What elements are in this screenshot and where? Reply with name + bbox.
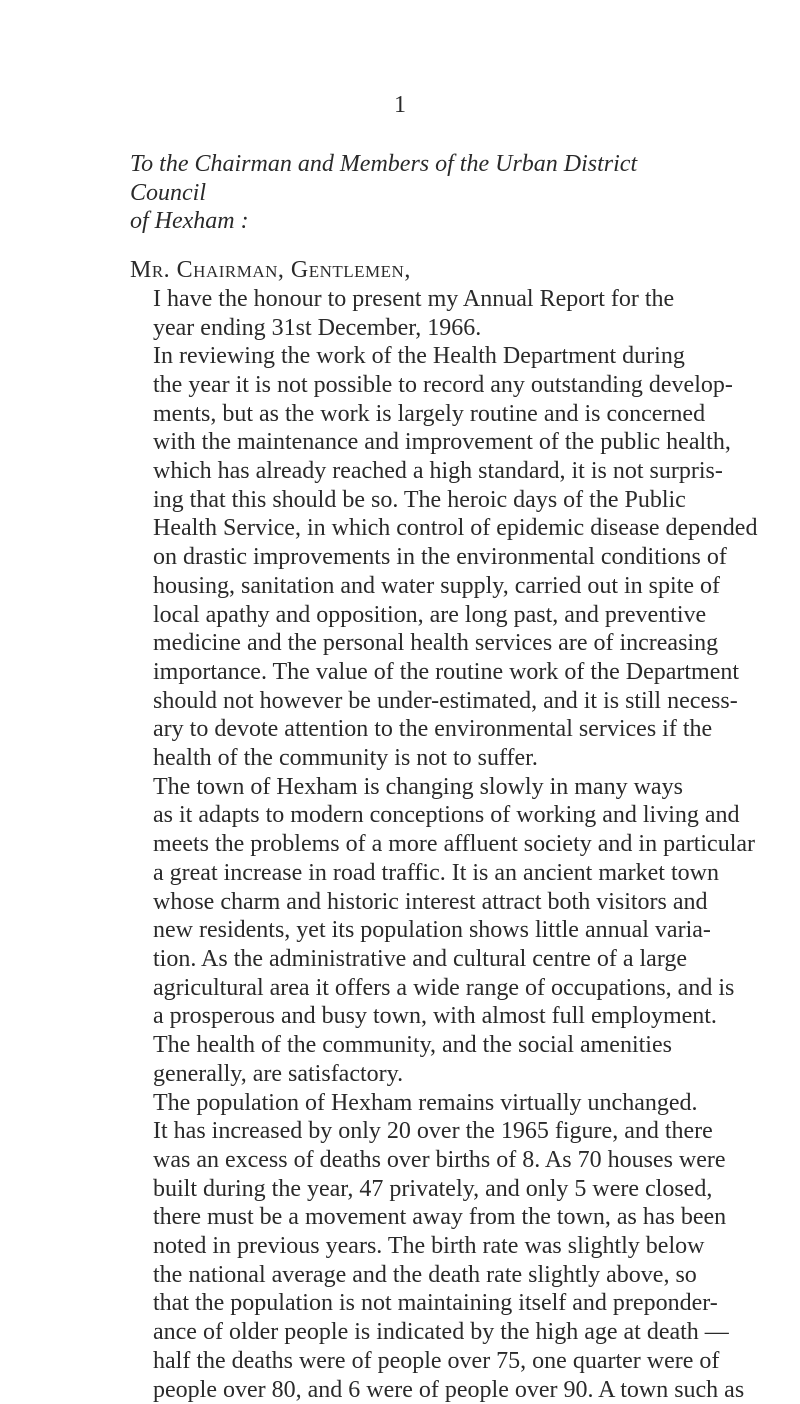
paragraph-line: there must be a movement away from the town, as has been xyxy=(130,1203,668,1232)
paragraph-line: medicine and the personal health services are of increasing xyxy=(130,629,668,658)
letter-body xyxy=(130,150,668,1404)
paragraph-line: built during the year, 47 privately, and only 5 were closed, xyxy=(130,1175,668,1204)
paragraph-line: I have the honour to present my Annual Report for the xyxy=(130,285,668,314)
paragraph-line: ing that this should be so. The heroic days of the Public xyxy=(130,486,668,515)
paragraph-line: meets the problems of a more affluent society and in particular xyxy=(130,830,668,859)
paragraph-line: importance. The value of the routine work of the Department xyxy=(130,658,668,687)
paragraph-line: should not however be under-estimated, and it is still necess- xyxy=(130,687,668,716)
paragraph-line: It has increased by only 20 over the 1965 figure, and there xyxy=(130,1117,668,1146)
paragraph-line: new residents, yet its population shows little annual varia- xyxy=(130,916,668,945)
report-paragraphs xyxy=(130,285,668,1404)
paragraph-line: agricultural area it offers a wide range of occupations, and is xyxy=(130,974,668,1003)
paragraph-line: half the deaths were of people over 75, one quarter were of xyxy=(130,1347,668,1376)
paragraph-line: as it adapts to modern conceptions of working and living and xyxy=(130,801,668,830)
paragraph-line: The health of the community, and the social amenities xyxy=(130,1031,668,1060)
paragraph-line: a prosperous and busy town, with almost full employment. xyxy=(130,1002,668,1031)
paragraph xyxy=(130,773,668,1089)
address-line xyxy=(130,150,668,236)
paragraph-line: ments, but as the work is largely routine and is concerned xyxy=(130,400,668,429)
page-number: 1 xyxy=(0,90,800,120)
paragraph-line: Health Service, in which control of epidemic disease depended xyxy=(130,514,668,543)
paragraph xyxy=(130,342,668,773)
salutation: Mr. Chairman, Gentlemen, xyxy=(130,256,668,285)
paragraph-line: housing, sanitation and water supply, carried out in spite of xyxy=(130,572,668,601)
paragraph-line: year ending 31st December, 1966. xyxy=(130,314,668,343)
paragraph xyxy=(130,1089,668,1404)
paragraph-line: that the population is not maintaining itself and preponder- xyxy=(130,1289,668,1318)
paragraph-line: tion. As the administrative and cultural centre of a large xyxy=(130,945,668,974)
paragraph-line: on drastic improvements in the environmental conditions of xyxy=(130,543,668,572)
paragraph-line: The population of Hexham remains virtually unchanged. xyxy=(130,1089,668,1118)
paragraph-line: The town of Hexham is changing slowly in many ways xyxy=(130,773,668,802)
paragraph-line: a great increase in road traffic. It is an ancient market town xyxy=(130,859,668,888)
paragraph-line: In reviewing the work of the Health Department during xyxy=(130,342,668,371)
paragraph-line: the year it is not possible to record any outstanding develop- xyxy=(130,371,668,400)
paragraph-line: the national average and the death rate slightly above, so xyxy=(130,1261,668,1290)
paragraph-line: people over 80, and 6 were of people over 90. A town such as xyxy=(130,1376,668,1404)
paragraph-line: ance of older people is indicated by the high age at death — xyxy=(130,1318,668,1347)
paragraph xyxy=(130,285,668,342)
paragraph-line: with the maintenance and improvement of the public health, xyxy=(130,428,668,457)
paragraph-line: noted in previous years. The birth rate was slightly below xyxy=(130,1232,668,1261)
address-line-1: To the Chairman and Members of the Urban District Council xyxy=(130,150,668,207)
paragraph-line: generally, are satisfactory. xyxy=(130,1060,668,1089)
paragraph-line: health of the community is not to suffer. xyxy=(130,744,668,773)
paragraph-line: which has already reached a high standard, it is not surpris- xyxy=(130,457,668,486)
paragraph-line: was an excess of deaths over births of 8. As 70 houses were xyxy=(130,1146,668,1175)
paragraph-line: ary to devote attention to the environmental services if the xyxy=(130,715,668,744)
address-line-2: of Hexham : xyxy=(130,207,668,236)
paragraph-line: whose charm and historic interest attract both visitors and xyxy=(130,888,668,917)
paragraph-line: local apathy and opposition, are long past, and preventive xyxy=(130,601,668,630)
